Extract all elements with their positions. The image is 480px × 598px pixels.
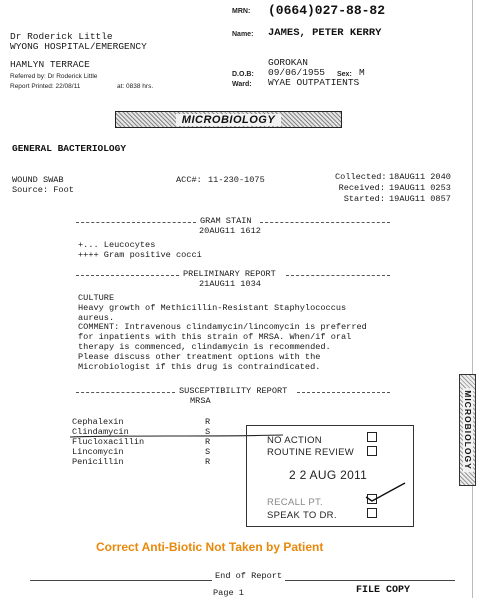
culture-line: aureus. <box>78 313 115 323</box>
gram-stain-datetime: 20AUG11 1612 <box>199 226 261 236</box>
microbiology-banner <box>115 111 342 128</box>
organism: MRSA <box>190 396 211 406</box>
end-rule-right <box>285 580 455 581</box>
collected-value: 18AUG11 2040 <box>389 172 451 182</box>
drug-result: S <box>205 427 211 437</box>
gram-stain-rule-left <box>76 222 196 223</box>
drug-name: Penicillin <box>72 457 124 467</box>
speak-checkbox <box>367 508 377 518</box>
acc-number: 11-230-1075 <box>208 175 265 185</box>
hospital-name: WYONG HOSPITAL/EMERGENCY <box>10 41 147 52</box>
review-stamp <box>246 425 414 527</box>
comment-line: Microbiologist if this drug is contraindicated. <box>78 362 321 372</box>
culture-label: CULTURE <box>78 293 115 303</box>
specimen-type: WOUND SWAB <box>12 175 64 185</box>
scan-edge <box>472 0 473 598</box>
drug-name: Flucloxacillin <box>72 437 145 447</box>
report-printed-time: at: 0838 hrs. <box>117 83 154 90</box>
preliminary-rule-left <box>76 275 179 276</box>
drug-result: R <box>205 417 211 427</box>
routine-review-checkbox <box>367 446 377 456</box>
stamp-speak: SPEAK TO DR. <box>267 510 337 521</box>
doctor-name: Dr Roderick Little <box>10 31 113 42</box>
gram-stain-rule-right <box>260 222 390 223</box>
received-label: Received: <box>338 183 385 193</box>
gram-stain-heading: GRAM STAIN <box>200 216 252 226</box>
report-printed: Report Printed: 22/08/11 <box>10 83 81 90</box>
gram-stain-line: +... Leucocytes <box>78 240 156 250</box>
side-stamp-text: MICROBIOLOGY <box>462 390 473 470</box>
specimen-source: Source: Foot <box>12 185 74 195</box>
section-title: GENERAL BACTERIOLOGY <box>12 143 127 154</box>
drug-result: R <box>205 457 211 467</box>
end-of-report: End of Report <box>215 571 283 581</box>
banner-title: MICROBIOLOGY <box>176 114 281 126</box>
susceptibility-rule-right <box>297 392 390 393</box>
stamp-date: 2 2 AUG 2011 <box>289 468 368 482</box>
culture-line: Heavy growth of Methicillin-Resistant Staphylococcus <box>78 303 347 313</box>
ward-label: Ward: <box>232 81 252 88</box>
preliminary-datetime: 21AUG11 1034 <box>199 279 261 289</box>
end-rule-left <box>30 580 212 581</box>
tick-mark-icon <box>363 480 408 502</box>
annotation-caption: Correct Anti-Biotic Not Taken by Patient <box>96 540 324 554</box>
stamp-recall: RECALL PT. <box>267 497 323 508</box>
drug-result: R <box>205 437 211 447</box>
received-value: 19AUG11 0253 <box>389 183 451 193</box>
comment-line: Please discuss other treatment options with the <box>78 352 321 362</box>
page-number: Page 1 <box>213 588 244 598</box>
comment-line: COMMENT: Intravenous clindamycin/lincomycin is preferred <box>78 322 367 332</box>
susceptibility-heading: SUSCEPTIBILITY REPORT <box>179 386 288 396</box>
comment-line: therapy is commenced, clindamycin is recommended. <box>78 342 331 352</box>
started-label: Started: <box>343 194 385 204</box>
acc-label: ACC#: <box>176 175 202 185</box>
drug-name: Cephalexin <box>72 417 124 427</box>
collected-label: Collected: <box>335 172 387 182</box>
patient-suburb: GOROKAN <box>268 57 308 68</box>
patient-address: HAMLYN TERRACE <box>10 59 90 70</box>
sex-value: M <box>359 67 365 78</box>
mrn-label: MRN: <box>232 8 251 15</box>
drug-result: S <box>205 447 211 457</box>
no-action-checkbox <box>367 432 377 442</box>
file-copy-label: FILE COPY <box>356 585 411 596</box>
stamp-routine-review: ROUTINE REVIEW <box>267 447 355 458</box>
name-label: Name: <box>232 31 254 38</box>
preliminary-heading: PRELIMINARY REPORT <box>183 269 276 279</box>
started-value: 19AUG11 0857 <box>389 194 451 204</box>
stamp-no-action: NO ACTION <box>267 435 322 446</box>
referred-by: Referred by: Dr Roderick Little <box>10 73 98 80</box>
drug-name: Lincomycin <box>72 447 124 457</box>
preliminary-rule-right <box>286 275 390 276</box>
patient-name: JAMES, PETER KERRY <box>268 27 382 39</box>
dob-label: D.O.B: <box>232 71 254 78</box>
side-microbiology-stamp <box>459 374 476 486</box>
comment-line: for inpatients with this strain of MRSA. When/if oral <box>78 332 352 342</box>
sex-label: Sex: <box>337 71 352 78</box>
mrn-value: (0664)027-88-82 <box>268 3 386 18</box>
drug-name: Clindamycin <box>72 427 129 437</box>
susceptibility-rule-left <box>76 392 175 393</box>
ward-value: WYAE OUTPATIENTS <box>268 77 360 88</box>
dob-value: 09/06/1955 <box>268 67 326 78</box>
gram-stain-line: ++++ Gram positive cocci <box>78 250 202 260</box>
